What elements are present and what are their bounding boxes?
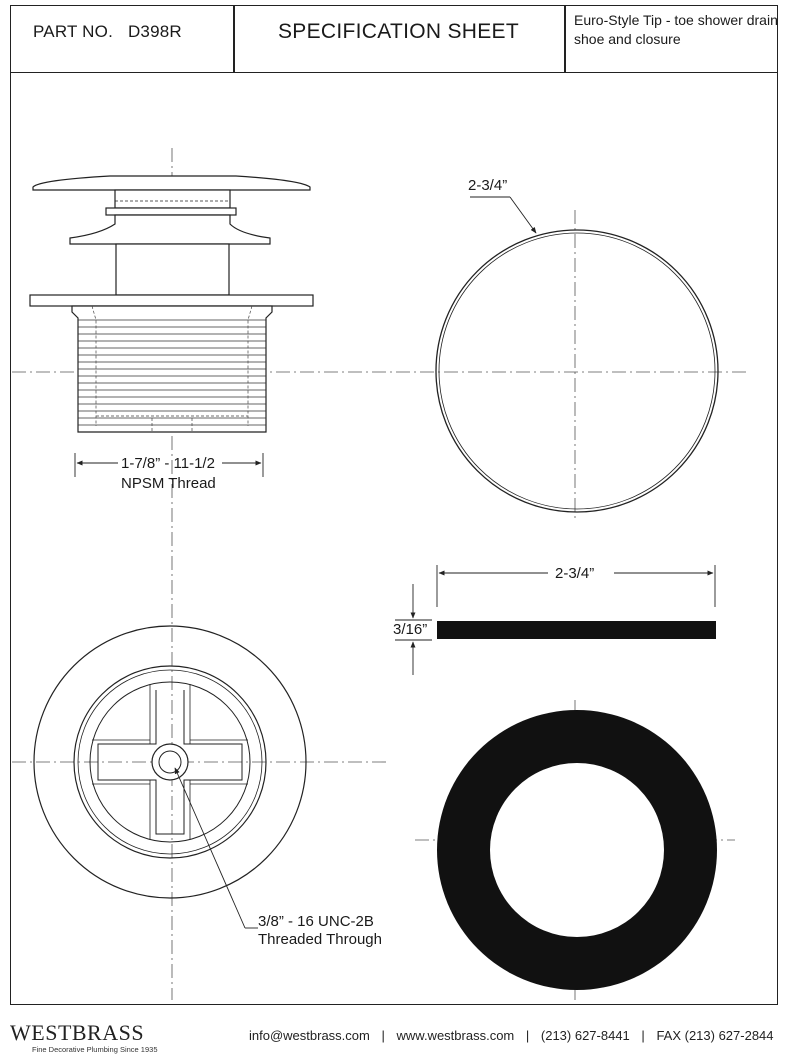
brand-logo: WESTBRASS: [10, 1020, 145, 1045]
separator: |: [641, 1028, 645, 1043]
website-link[interactable]: www.westbrass.com: [396, 1028, 515, 1043]
gasket-ring-view: [437, 710, 717, 990]
separator: |: [525, 1028, 530, 1043]
cap-top-view: [436, 230, 718, 512]
drain-side-view: [30, 176, 313, 432]
phone-number: (213) 627-8441: [540, 1028, 630, 1043]
bolt-note-label: Threaded Through: [258, 931, 382, 948]
thread-dimension-label: 1-7/8” - 11-1/2: [121, 455, 215, 472]
product-description: Euro-Style Tip - toe shower drain shoe and closure: [574, 12, 778, 47]
part-label: PART NO.: [33, 22, 114, 41]
brand-tagline: Fine Decorative Plumbing Since 1935: [32, 1045, 158, 1054]
contact-info: [249, 1028, 774, 1043]
email-link[interactable]: info@westbrass.com: [249, 1028, 370, 1043]
gasket-diameter-label: 2-3/4”: [555, 565, 595, 582]
fax-number: FAX (213) 627-2844: [656, 1028, 774, 1043]
cap-leader: [470, 197, 536, 233]
gasket-side-view: [437, 621, 716, 639]
cap-diameter-label: 2-3/4”: [468, 177, 508, 194]
thread-type-label: NPSM Thread: [121, 475, 216, 492]
separator: |: [381, 1028, 385, 1043]
bolt-thread-label: 3/8” - 16 UNC-2B: [258, 913, 374, 930]
sheet-title: SPECIFICATION SHEET: [277, 20, 519, 43]
gasket-thickness-label: 3/16”: [393, 621, 428, 638]
bolt-leader: [175, 768, 258, 928]
part-number: D398R: [127, 22, 182, 41]
